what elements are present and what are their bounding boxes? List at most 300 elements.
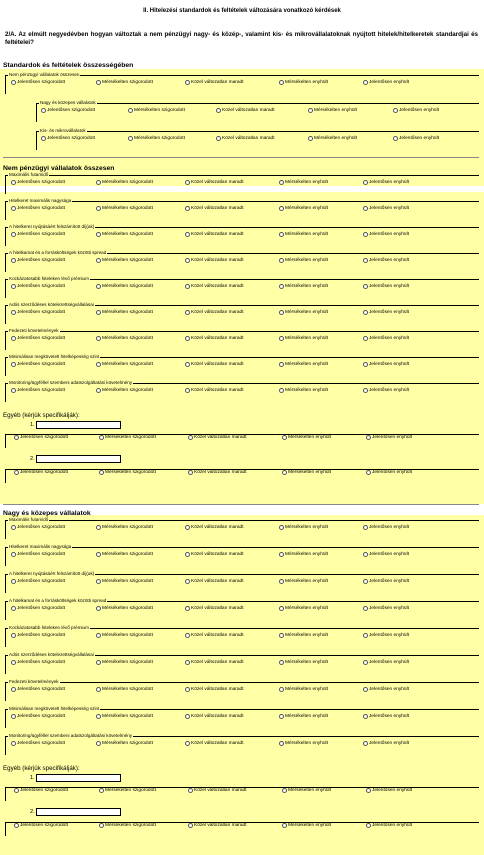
radio-option[interactable] bbox=[366, 823, 412, 828]
radio-label: Mérsékelten enyhült bbox=[285, 387, 328, 393]
radio-label: Mérsékelten szigorodott bbox=[102, 524, 153, 530]
radio-button[interactable] bbox=[279, 206, 284, 211]
radio-button[interactable] bbox=[308, 108, 313, 113]
radio-button[interactable] bbox=[363, 206, 368, 211]
radio-button[interactable] bbox=[96, 388, 101, 393]
radio-option[interactable] bbox=[363, 232, 409, 237]
radio-button[interactable] bbox=[41, 108, 46, 113]
radio-button[interactable] bbox=[128, 136, 133, 141]
radio-option[interactable] bbox=[11, 310, 65, 315]
radio-button[interactable] bbox=[96, 606, 101, 611]
group-criterion bbox=[5, 328, 479, 350]
radio-option[interactable] bbox=[96, 362, 153, 367]
radio-button[interactable] bbox=[363, 284, 368, 289]
radio-option[interactable] bbox=[363, 525, 409, 530]
radio-button[interactable] bbox=[188, 435, 193, 440]
radio-option[interactable] bbox=[96, 258, 153, 263]
radio-button[interactable] bbox=[11, 310, 16, 315]
radio-option[interactable] bbox=[96, 660, 153, 665]
radio-option[interactable] bbox=[363, 687, 409, 692]
radio-option[interactable] bbox=[279, 336, 328, 341]
radio-button[interactable] bbox=[363, 388, 368, 393]
radio-option[interactable] bbox=[366, 788, 412, 793]
radio-option[interactable] bbox=[363, 362, 409, 367]
radio-option[interactable] bbox=[11, 525, 65, 530]
radio-label: Jelentősen szigorodott bbox=[17, 283, 65, 289]
radio-option[interactable] bbox=[11, 258, 65, 263]
radio-button[interactable] bbox=[11, 284, 16, 289]
radio-button[interactable] bbox=[185, 633, 190, 638]
radio-button[interactable] bbox=[185, 258, 190, 263]
radio-option[interactable] bbox=[363, 206, 409, 211]
radio-option[interactable] bbox=[14, 788, 68, 793]
radio-button[interactable] bbox=[188, 823, 193, 828]
radio-button[interactable] bbox=[185, 660, 190, 665]
radio-option[interactable] bbox=[188, 788, 247, 793]
radio-option[interactable] bbox=[14, 435, 68, 440]
radio-button[interactable] bbox=[11, 606, 16, 611]
radio-option[interactable] bbox=[279, 606, 328, 611]
group-criterion-options bbox=[6, 310, 479, 318]
radio-option[interactable] bbox=[11, 552, 65, 557]
radio-option[interactable] bbox=[99, 470, 156, 475]
group-label: Nagy és közepes vállalatok bbox=[40, 100, 96, 105]
radio-label: Jelentősen enyhült bbox=[372, 788, 413, 793]
radio-button[interactable] bbox=[96, 258, 101, 263]
radio-button[interactable] bbox=[96, 741, 101, 746]
radio-option[interactable] bbox=[308, 136, 357, 141]
radio-button[interactable] bbox=[363, 741, 368, 746]
radio-option[interactable] bbox=[185, 232, 244, 237]
other-number: 2. bbox=[30, 809, 35, 815]
radio-option[interactable] bbox=[363, 336, 409, 341]
radio-option[interactable] bbox=[96, 687, 153, 692]
radio-option[interactable] bbox=[14, 470, 68, 475]
radio-option[interactable] bbox=[279, 552, 328, 557]
radio-button[interactable] bbox=[96, 80, 101, 85]
radio-option[interactable] bbox=[41, 136, 95, 141]
radio-button[interactable] bbox=[185, 232, 190, 237]
radio-option[interactable] bbox=[11, 362, 65, 367]
radio-option[interactable] bbox=[282, 470, 331, 475]
radio-option[interactable] bbox=[216, 108, 275, 113]
group-criterion bbox=[5, 517, 479, 539]
radio-option[interactable] bbox=[96, 714, 153, 719]
radio-option[interactable] bbox=[11, 741, 65, 746]
radio-button[interactable] bbox=[279, 687, 284, 692]
other-specify-input[interactable] bbox=[36, 808, 121, 816]
group-label: A hitelkamat és a forrásköltségek közötti spread bbox=[9, 598, 107, 603]
radio-button[interactable] bbox=[96, 310, 101, 315]
group-criterion bbox=[5, 354, 479, 376]
radio-button[interactable] bbox=[99, 823, 104, 828]
radio-option[interactable] bbox=[279, 284, 328, 289]
radio-button[interactable] bbox=[41, 136, 46, 141]
radio-button[interactable] bbox=[279, 80, 284, 85]
radio-button[interactable] bbox=[185, 310, 190, 315]
radio-option[interactable] bbox=[393, 136, 439, 141]
radio-option[interactable] bbox=[11, 180, 65, 185]
radio-option[interactable] bbox=[14, 823, 68, 828]
radio-button[interactable] bbox=[96, 362, 101, 367]
radio-option[interactable] bbox=[11, 660, 65, 665]
radio-option[interactable] bbox=[11, 284, 65, 289]
radio-option[interactable] bbox=[96, 206, 153, 211]
radio-option[interactable] bbox=[363, 310, 409, 315]
other-number: 1. bbox=[30, 775, 35, 781]
radio-label: Jelentősen szigorodott bbox=[47, 107, 95, 113]
radio-option[interactable] bbox=[41, 108, 95, 113]
radio-button[interactable] bbox=[14, 788, 19, 793]
radio-option[interactable] bbox=[99, 435, 156, 440]
radio-button[interactable] bbox=[279, 310, 284, 315]
radio-option[interactable] bbox=[11, 633, 65, 638]
radio-button[interactable] bbox=[366, 788, 371, 793]
other-options-box bbox=[5, 822, 479, 836]
other-options-box bbox=[5, 787, 479, 801]
radio-button[interactable] bbox=[185, 388, 190, 393]
radio-option[interactable] bbox=[282, 823, 331, 828]
radio-option[interactable] bbox=[366, 435, 412, 440]
radio-button[interactable] bbox=[185, 687, 190, 692]
radio-button[interactable] bbox=[363, 310, 368, 315]
radio-option[interactable] bbox=[279, 741, 328, 746]
radio-button[interactable] bbox=[96, 232, 101, 237]
radio-option[interactable] bbox=[363, 579, 409, 584]
radio-button[interactable] bbox=[99, 470, 104, 475]
radio-button[interactable] bbox=[279, 660, 284, 665]
radio-option[interactable] bbox=[188, 470, 247, 475]
radio-label: Jelentősen enyhült bbox=[369, 605, 410, 611]
radio-button[interactable] bbox=[188, 788, 193, 793]
radio-option[interactable] bbox=[188, 435, 247, 440]
other-label: Egyéb (kérjük specifikálják): bbox=[3, 412, 80, 419]
radio-option[interactable] bbox=[363, 741, 409, 746]
radio-button[interactable] bbox=[363, 633, 368, 638]
radio-button[interactable] bbox=[308, 136, 313, 141]
other-specify-input[interactable] bbox=[36, 455, 121, 463]
radio-button[interactable] bbox=[279, 579, 284, 584]
group-nagy-kozepes-options bbox=[37, 108, 479, 116]
radio-option[interactable] bbox=[363, 388, 409, 393]
radio-option[interactable] bbox=[279, 525, 328, 530]
radio-button[interactable] bbox=[363, 180, 368, 185]
radio-button[interactable] bbox=[96, 336, 101, 341]
radio-button[interactable] bbox=[363, 80, 368, 85]
radio-option[interactable] bbox=[128, 108, 185, 113]
radio-option[interactable] bbox=[279, 180, 328, 185]
other-options-box bbox=[5, 434, 479, 448]
radio-button[interactable] bbox=[363, 336, 368, 341]
radio-button[interactable] bbox=[11, 206, 16, 211]
radio-option[interactable] bbox=[185, 633, 244, 638]
radio-button[interactable] bbox=[216, 136, 221, 141]
radio-option[interactable] bbox=[366, 470, 412, 475]
radio-button[interactable] bbox=[96, 687, 101, 692]
radio-button[interactable] bbox=[279, 525, 284, 530]
radio-button[interactable] bbox=[11, 362, 16, 367]
radio-option[interactable] bbox=[279, 206, 328, 211]
radio-option[interactable] bbox=[11, 606, 65, 611]
radio-button[interactable] bbox=[11, 687, 16, 692]
radio-button[interactable] bbox=[96, 633, 101, 638]
radio-option[interactable] bbox=[96, 525, 153, 530]
radio-option[interactable] bbox=[363, 80, 409, 85]
radio-option[interactable] bbox=[96, 284, 153, 289]
radio-button[interactable] bbox=[363, 579, 368, 584]
radio-option[interactable] bbox=[363, 714, 409, 719]
radio-button[interactable] bbox=[14, 470, 19, 475]
radio-option[interactable] bbox=[185, 687, 244, 692]
radio-button[interactable] bbox=[282, 435, 287, 440]
radio-label: Mérsékelten enyhült bbox=[285, 632, 328, 638]
radio-button[interactable] bbox=[185, 579, 190, 584]
radio-button[interactable] bbox=[279, 388, 284, 393]
radio-option[interactable] bbox=[363, 180, 409, 185]
group-nem-penzugyi bbox=[5, 72, 479, 94]
radio-label: Mérsékelten szigorodott bbox=[134, 135, 185, 141]
radio-option[interactable] bbox=[185, 206, 244, 211]
radio-button[interactable] bbox=[96, 714, 101, 719]
other-specify-input[interactable] bbox=[36, 774, 121, 782]
radio-button[interactable] bbox=[363, 606, 368, 611]
radio-button[interactable] bbox=[363, 687, 368, 692]
radio-button[interactable] bbox=[366, 470, 371, 475]
radio-button[interactable] bbox=[185, 336, 190, 341]
radio-button[interactable] bbox=[188, 470, 193, 475]
radio-button[interactable] bbox=[11, 525, 16, 530]
radio-option[interactable] bbox=[185, 336, 244, 341]
radio-button[interactable] bbox=[363, 258, 368, 263]
radio-button[interactable] bbox=[185, 741, 190, 746]
radio-option[interactable] bbox=[185, 180, 244, 185]
radio-label: Mérsékelten szigorodott bbox=[102, 632, 153, 638]
radio-label: Jelentősen szigorodott bbox=[20, 823, 68, 828]
radio-button[interactable] bbox=[279, 714, 284, 719]
radio-button[interactable] bbox=[279, 284, 284, 289]
radio-button[interactable] bbox=[11, 714, 16, 719]
other-specify-input[interactable] bbox=[36, 421, 121, 429]
radio-button[interactable] bbox=[11, 80, 16, 85]
radio-button[interactable] bbox=[11, 552, 16, 557]
radio-option[interactable] bbox=[279, 714, 328, 719]
radio-button[interactable] bbox=[279, 362, 284, 367]
radio-label: Mérsékelten enyhült bbox=[285, 713, 328, 719]
radio-option[interactable] bbox=[96, 741, 153, 746]
group-criterion bbox=[5, 276, 479, 298]
radio-option[interactable] bbox=[11, 687, 65, 692]
radio-option[interactable] bbox=[185, 714, 244, 719]
radio-option[interactable] bbox=[96, 552, 153, 557]
radio-option[interactable] bbox=[11, 714, 65, 719]
group-criterion bbox=[5, 706, 479, 728]
group-criterion bbox=[5, 224, 479, 246]
radio-option[interactable] bbox=[99, 823, 156, 828]
radio-button[interactable] bbox=[11, 180, 16, 185]
radio-button[interactable] bbox=[185, 362, 190, 367]
radio-button[interactable] bbox=[96, 284, 101, 289]
radio-option[interactable] bbox=[185, 284, 244, 289]
radio-option[interactable] bbox=[96, 232, 153, 237]
radio-button[interactable] bbox=[99, 788, 104, 793]
radio-option[interactable] bbox=[185, 310, 244, 315]
radio-option[interactable] bbox=[363, 552, 409, 557]
radio-button[interactable] bbox=[282, 788, 287, 793]
radio-option[interactable] bbox=[363, 258, 409, 263]
radio-option[interactable] bbox=[279, 660, 328, 665]
radio-button[interactable] bbox=[363, 362, 368, 367]
radio-button[interactable] bbox=[279, 633, 284, 638]
radio-option[interactable] bbox=[279, 362, 328, 367]
radio-button[interactable] bbox=[185, 714, 190, 719]
radio-option[interactable] bbox=[99, 788, 156, 793]
radio-button[interactable] bbox=[11, 258, 16, 263]
radio-option[interactable] bbox=[363, 284, 409, 289]
radio-button[interactable] bbox=[11, 388, 16, 393]
radio-button[interactable] bbox=[279, 741, 284, 746]
radio-option[interactable] bbox=[188, 823, 247, 828]
radio-label: Mérsékelten szigorodott bbox=[105, 788, 156, 793]
radio-option[interactable] bbox=[185, 258, 244, 263]
radio-option[interactable] bbox=[185, 388, 244, 393]
group-criterion-options bbox=[6, 633, 479, 641]
radio-option[interactable] bbox=[279, 258, 328, 263]
radio-button[interactable] bbox=[185, 284, 190, 289]
divider bbox=[3, 504, 479, 505]
radio-label: Jelentősen enyhült bbox=[372, 470, 413, 475]
radio-option[interactable] bbox=[96, 388, 153, 393]
radio-button[interactable] bbox=[128, 108, 133, 113]
radio-option[interactable] bbox=[11, 388, 65, 393]
radio-button[interactable] bbox=[363, 552, 368, 557]
radio-button[interactable] bbox=[393, 108, 398, 113]
radio-button[interactable] bbox=[279, 180, 284, 185]
radio-option[interactable] bbox=[279, 232, 328, 237]
radio-button[interactable] bbox=[11, 660, 16, 665]
radio-option[interactable] bbox=[11, 232, 65, 237]
radio-button[interactable] bbox=[393, 136, 398, 141]
radio-option[interactable] bbox=[185, 525, 244, 530]
radio-button[interactable] bbox=[96, 552, 101, 557]
radio-button[interactable] bbox=[185, 525, 190, 530]
radio-option[interactable] bbox=[96, 579, 153, 584]
radio-option[interactable] bbox=[279, 579, 328, 584]
radio-button[interactable] bbox=[11, 741, 16, 746]
radio-button[interactable] bbox=[14, 823, 19, 828]
radio-button[interactable] bbox=[363, 525, 368, 530]
radio-option[interactable] bbox=[96, 80, 153, 85]
radio-label: Mérsékelten szigorodott bbox=[102, 578, 153, 584]
radio-button[interactable] bbox=[99, 435, 104, 440]
radio-option[interactable] bbox=[96, 180, 153, 185]
radio-label: Mérsékelten enyhült bbox=[285, 524, 328, 530]
radio-option[interactable] bbox=[279, 633, 328, 638]
radio-button[interactable] bbox=[366, 823, 371, 828]
radio-button[interactable] bbox=[11, 579, 16, 584]
radio-button[interactable] bbox=[279, 336, 284, 341]
radio-button[interactable] bbox=[216, 108, 221, 113]
radio-option[interactable] bbox=[279, 80, 328, 85]
radio-button[interactable] bbox=[14, 435, 19, 440]
radio-button[interactable] bbox=[11, 633, 16, 638]
radio-button[interactable] bbox=[366, 435, 371, 440]
radio-label: Jelentősen szigorodott bbox=[17, 361, 65, 367]
radio-button[interactable] bbox=[363, 660, 368, 665]
radio-button[interactable] bbox=[185, 80, 190, 85]
radio-option[interactable] bbox=[282, 435, 331, 440]
radio-option[interactable] bbox=[363, 633, 409, 638]
radio-option[interactable] bbox=[393, 108, 439, 113]
radio-option[interactable] bbox=[11, 579, 65, 584]
radio-button[interactable] bbox=[363, 232, 368, 237]
radio-button[interactable] bbox=[363, 714, 368, 719]
radio-option[interactable] bbox=[185, 362, 244, 367]
radio-button[interactable] bbox=[96, 206, 101, 211]
radio-button[interactable] bbox=[96, 660, 101, 665]
radio-option[interactable] bbox=[96, 336, 153, 341]
radio-option[interactable] bbox=[96, 310, 153, 315]
radio-option[interactable] bbox=[11, 206, 65, 211]
group-nagy-kozepes bbox=[36, 100, 479, 122]
radio-option[interactable] bbox=[185, 80, 244, 85]
radio-option[interactable] bbox=[363, 660, 409, 665]
radio-label: Mérsékelten szigorodott bbox=[105, 470, 156, 475]
radio-option[interactable] bbox=[216, 136, 275, 141]
radio-button[interactable] bbox=[185, 180, 190, 185]
radio-option[interactable] bbox=[185, 660, 244, 665]
radio-option[interactable] bbox=[279, 310, 328, 315]
radio-option[interactable] bbox=[128, 136, 185, 141]
group-criterion bbox=[5, 598, 479, 620]
radio-button[interactable] bbox=[282, 470, 287, 475]
radio-button[interactable] bbox=[96, 525, 101, 530]
radio-label: Közel változatlan maradt bbox=[191, 179, 244, 185]
radio-button[interactable] bbox=[282, 823, 287, 828]
radio-label: Mérsékelten enyhült bbox=[285, 740, 328, 746]
radio-button[interactable] bbox=[11, 336, 16, 341]
radio-option[interactable] bbox=[185, 606, 244, 611]
radio-option[interactable] bbox=[279, 687, 328, 692]
radio-button[interactable] bbox=[96, 579, 101, 584]
radio-option[interactable] bbox=[185, 579, 244, 584]
radio-button[interactable] bbox=[279, 232, 284, 237]
radio-label: Mérsékelten enyhült bbox=[285, 659, 328, 665]
radio-option[interactable] bbox=[282, 788, 331, 793]
other-number: 1. bbox=[30, 422, 35, 428]
group-label: Fedezeti követelmények bbox=[9, 328, 59, 333]
radio-option[interactable] bbox=[185, 741, 244, 746]
radio-option[interactable] bbox=[96, 633, 153, 638]
radio-button[interactable] bbox=[96, 180, 101, 185]
radio-option[interactable] bbox=[11, 80, 65, 85]
radio-label: Közel változatlan maradt bbox=[191, 632, 244, 638]
radio-button[interactable] bbox=[185, 552, 190, 557]
radio-button[interactable] bbox=[279, 552, 284, 557]
radio-option[interactable] bbox=[11, 336, 65, 341]
radio-option[interactable] bbox=[96, 606, 153, 611]
radio-option[interactable] bbox=[185, 552, 244, 557]
radio-button[interactable] bbox=[11, 232, 16, 237]
radio-label: Mérsékelten szigorodott bbox=[102, 713, 153, 719]
group-criterion-options bbox=[6, 741, 479, 749]
radio-button[interactable] bbox=[279, 606, 284, 611]
radio-option[interactable] bbox=[279, 388, 328, 393]
radio-button[interactable] bbox=[279, 258, 284, 263]
radio-option[interactable] bbox=[308, 108, 357, 113]
radio-button[interactable] bbox=[185, 606, 190, 611]
radio-option[interactable] bbox=[363, 606, 409, 611]
radio-button[interactable] bbox=[185, 206, 190, 211]
